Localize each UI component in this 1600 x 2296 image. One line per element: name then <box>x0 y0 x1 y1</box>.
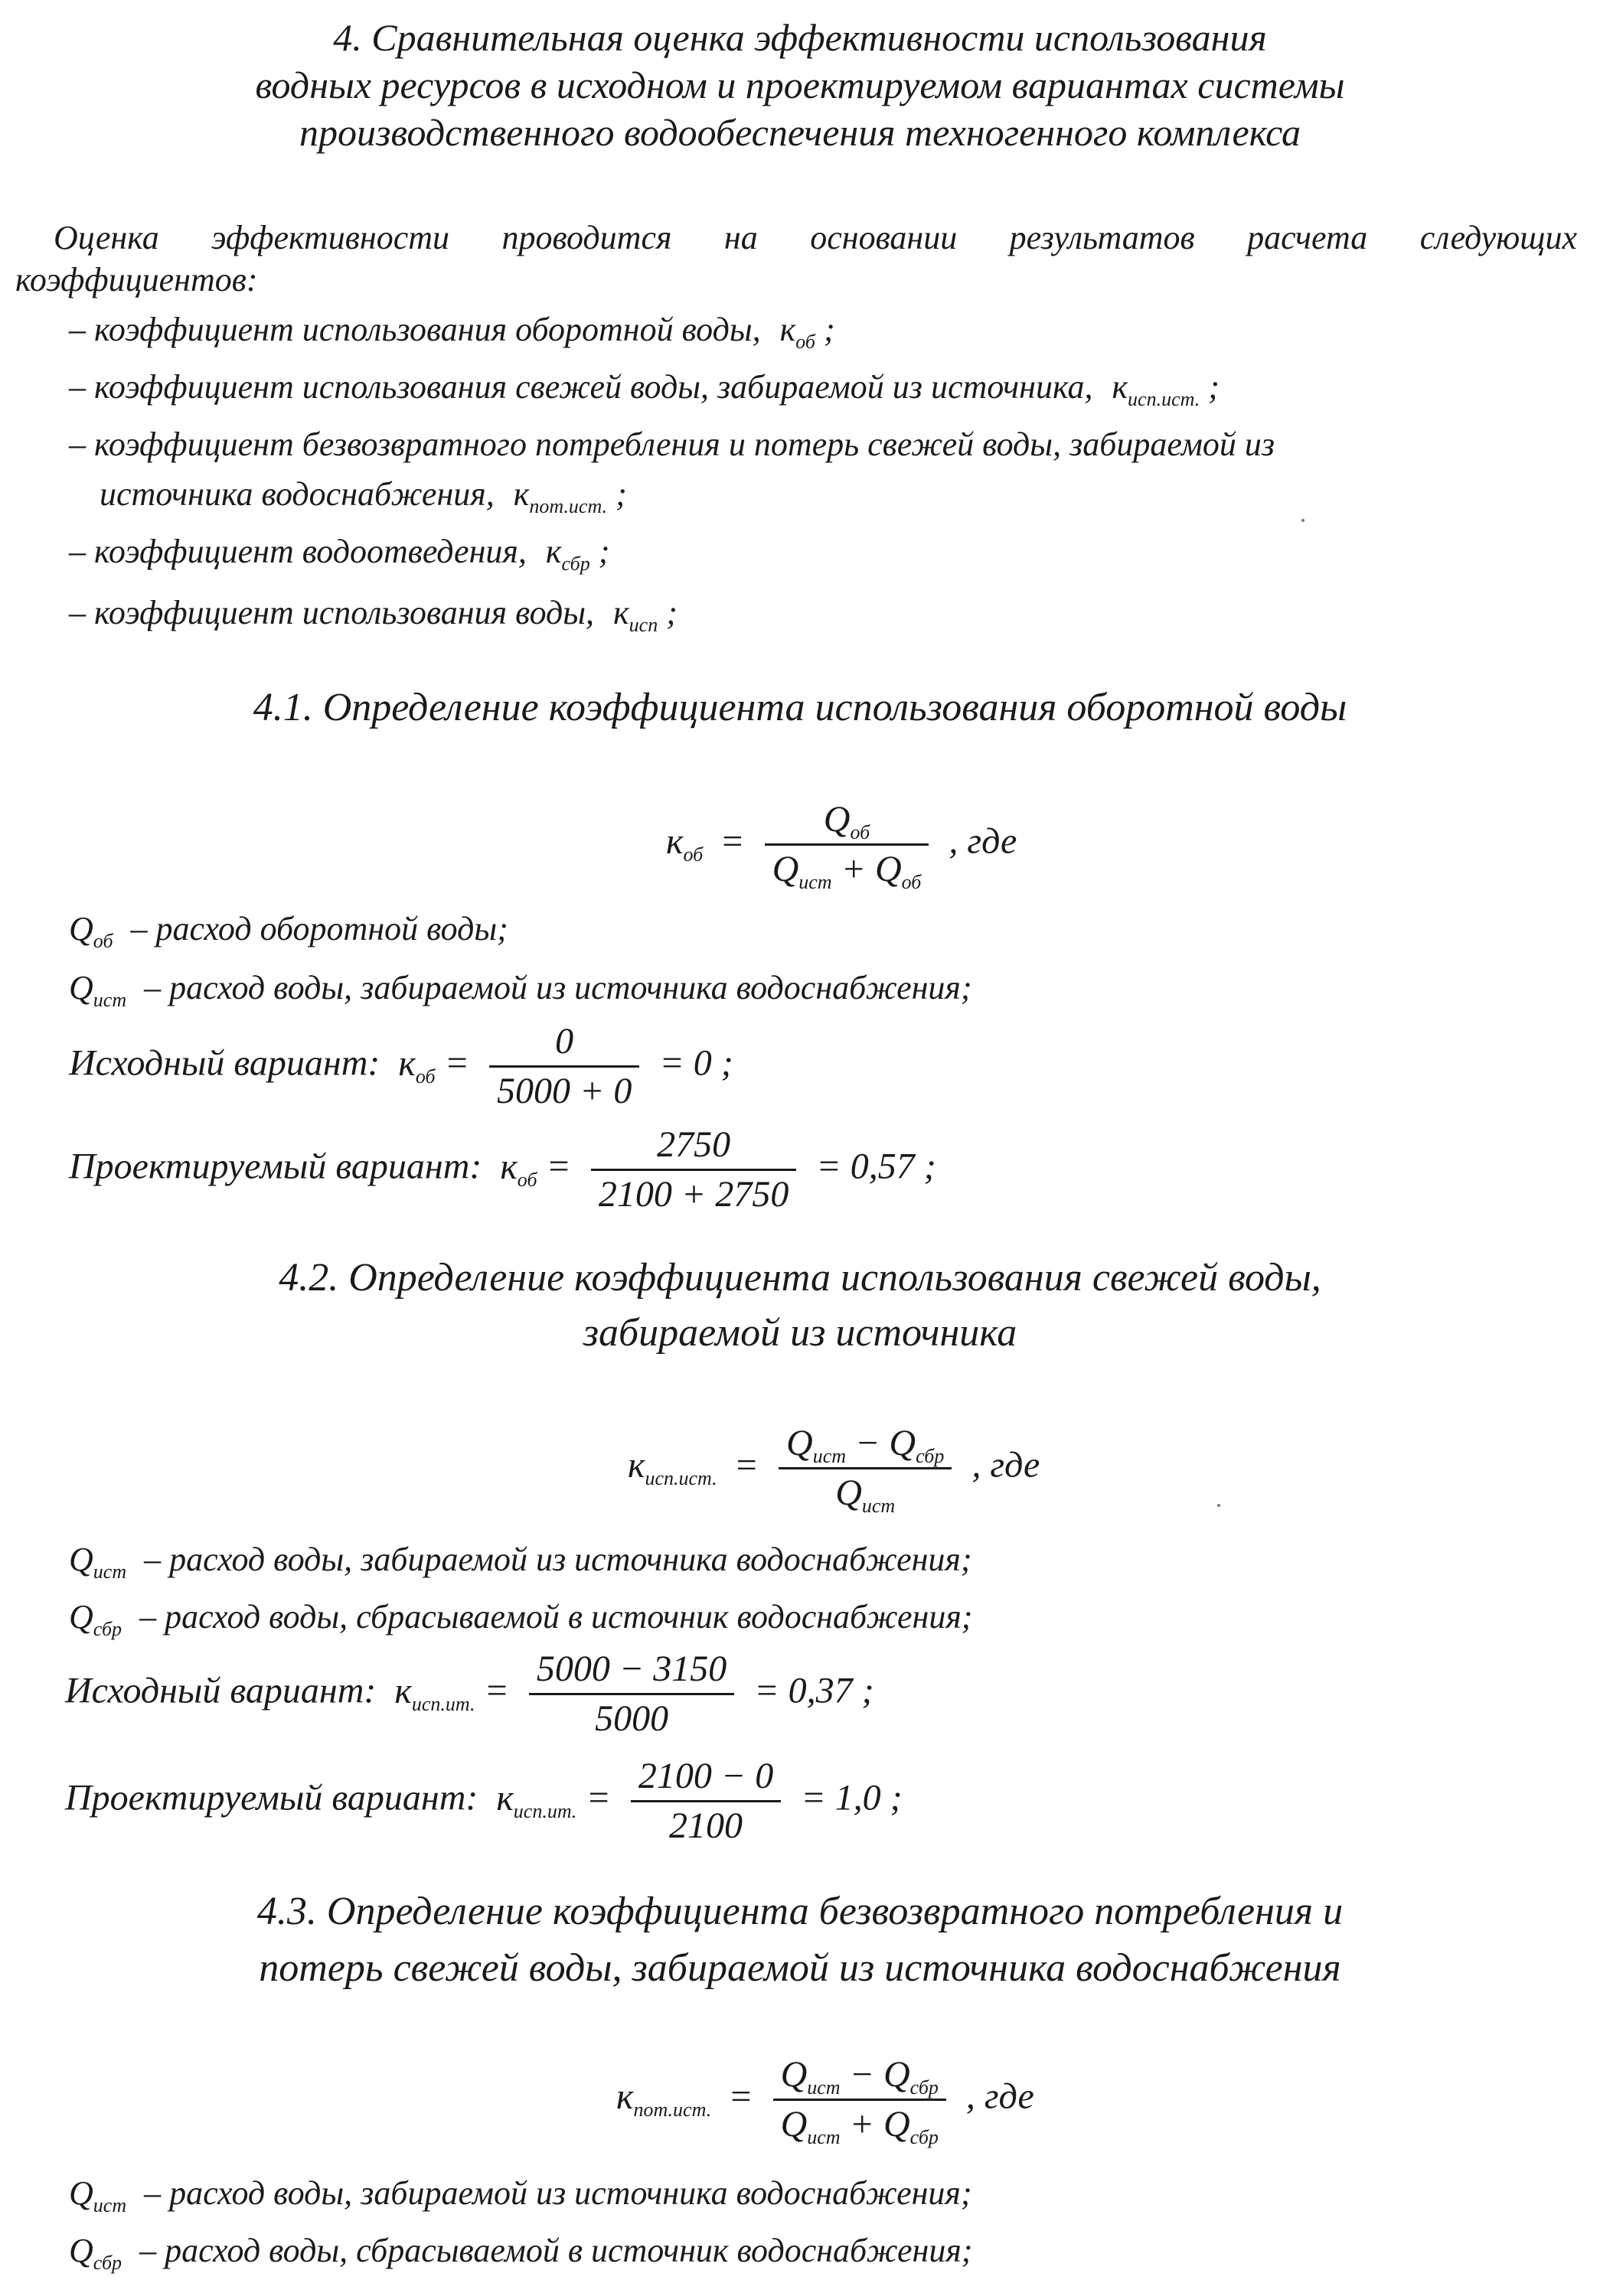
section-heading: 4.2. Определение коэффициента использования свежей воды, <box>279 1256 1321 1300</box>
title-line: водных ресурсов в исходном и проектируемом вариантах системы <box>255 64 1345 106</box>
title-line: 4. Сравнительная оценка эффективности использования <box>333 16 1267 59</box>
list-item: – коэффициент безвозвратного потребления и потерь свежей воды, забираемой из <box>69 426 1275 463</box>
coef-symbol: $к_{исп.ист.}$ <box>1112 368 1200 410</box>
section-heading: 4.1. Определение коэффициента использования оборотной воды <box>253 686 1347 729</box>
intro-line: коэффициентов: <box>15 261 258 298</box>
section-heading: 4.3. Определение коэффициента безвозвратного потребления и <box>256 1890 1344 1933</box>
definition: $Q_{об}$ – расход оборотной воды; <box>69 910 508 952</box>
scan-speck <box>1217 1504 1220 1507</box>
coef-symbol: $к_{сбр}$ <box>545 533 590 575</box>
intro-line: Оценка эффективности проводится на основании результатов расчета следующих <box>54 219 1577 256</box>
definition: $Q_{ист}$ – расход воды, забираемой из источника водоснабжения; <box>69 1541 972 1583</box>
title-line: производственного водообеспечения техногенного комплекса <box>299 111 1301 154</box>
calculation: Проектируемый вариант: $к_{об}$ = $\frac{2750}{2100 + 2750}$ = 0,57 ; <box>69 1121 936 1218</box>
formula: $к_{исп.ист.}$ = $\frac{Q_{ист} - Q_{сбр}}{Q_{ист}}$ , где <box>628 1420 1040 1517</box>
def-symbol: $Q_{об}$ <box>69 910 113 952</box>
formula: $к_{пот.ист.}$ = $\frac{Q_{ист} - Q_{сбр}}{Q_{ист} + Q_{сбр}}$ , где <box>616 2051 1034 2148</box>
coef-symbol: $к_{пот.ист.}$ <box>513 475 608 517</box>
calculation: Исходный вариант: $к_{об}$ = $\frac{0}{5000 + 0}$ = 0 ; <box>69 1018 733 1115</box>
list-item: – коэффициент использования воды, $к_{исп}$ ; <box>69 594 678 636</box>
calculation: Проектируемый вариант: $к_{исп.ит.}$ = $\frac{2100 - 0}{2100}$ = 1,0 ; <box>65 1753 903 1850</box>
list-item: – коэффициент использования оборотной воды, $к_{об}$ ; <box>69 311 835 353</box>
section-heading: потерь свежей воды, забираемой из источника водоснабжения <box>259 1946 1341 1990</box>
formula-lhs: $к_{об}$ <box>666 820 704 866</box>
list-item: – коэффициент водоотведения, $к_{сбр}$ ; <box>69 533 610 575</box>
fraction: $\frac{Q_{об}}{Q_{ист} + Q_{об}}$ <box>765 796 929 893</box>
definition: $Q_{ист}$ – расход воды, забираемой из источника водоснабжения; <box>69 2174 972 2216</box>
definition: $Q_{сбр}$ – расход воды, сбрасываемой в источник водоснабжения; <box>69 1598 973 1640</box>
definition: $Q_{сбр}$ – расход воды, сбрасываемой в источник водоснабжения; <box>69 2232 973 2274</box>
scan-speck <box>1301 519 1304 522</box>
list-item: – коэффициент использования свежей воды, забираемой из источника, $к_{исп.ист.}$ ; <box>69 368 1220 410</box>
calculation: Исходный вариант: $к_{исп.ит.}$ = $\frac{5000 - 3150}{5000}$ = 0,37 ; <box>65 1645 874 1743</box>
definition: $Q_{ист}$ – расход воды, забираемой из источника водоснабжения; <box>69 969 972 1011</box>
list-item-cont: источника водоснабжения, $к_{пот.ист.}$ ; <box>100 475 627 517</box>
def-symbol: $Q_{ист}$ <box>69 969 127 1011</box>
section-heading: забираемой из источника <box>583 1311 1017 1355</box>
coef-symbol: $к_{исп}$ <box>613 594 658 636</box>
formula: $к_{об}$ = $\frac{Q_{об}}{Q_{ист} + Q_{об}}$ , где <box>666 796 1017 893</box>
page-title <box>0 14 1600 156</box>
coef-symbol: $к_{об}$ <box>779 311 815 353</box>
